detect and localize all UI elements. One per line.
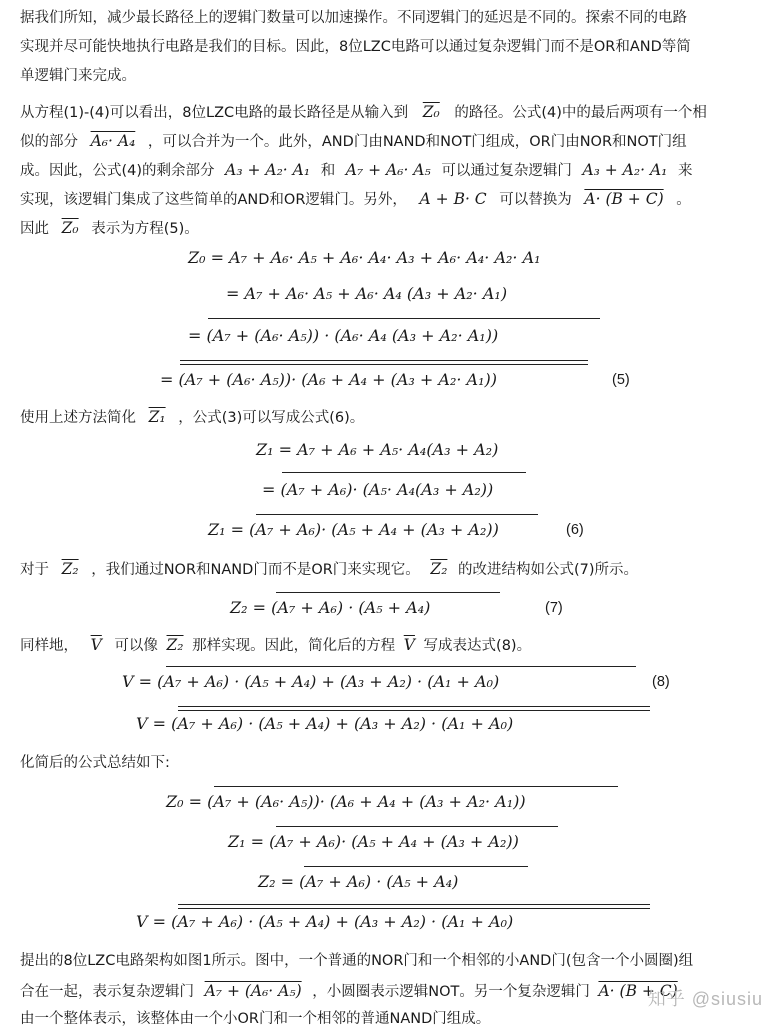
eq5-row3: = (A₇ + (A₆· A₅)) · (A₆· A₄ (A₃ + A₂· A₁)) — [188, 326, 499, 345]
eq6-row2: = (A₇ + A₆)· (A₅· A₄(A₃ + A₂)) — [262, 480, 494, 499]
p2-line3: 成。因此，公式(4)的剩余部分 A₃ + A₂· A₁ 和 A₇ + A₆· A₅ 可以通过复杂逻辑门 A₃ + A₂· A₁ 来 — [20, 161, 693, 179]
summary-row2-bar — [276, 826, 558, 827]
p2-line5: 因此 Z₀ 表示为方程(5)。 — [20, 219, 199, 237]
eq6-row2-bar — [282, 472, 526, 473]
eq7-number: (7) — [545, 600, 563, 616]
eq5-row4-bar — [180, 360, 588, 361]
math-a6a4-inline: A₆· A₄ — [90, 132, 136, 150]
math-inline-2: A₇ + A₆· A₅ — [345, 161, 431, 179]
summary-row1: Z₀ = (A₇ + (A₆· A₅))· (A₆ + A₄ + (A₃ + A₂· A₁)) — [166, 792, 526, 811]
p7-line2: 合在一起，表示复杂逻辑门 A₇ + (A₆· A₅) ，小圆圈表示逻辑NOT。另一个复杂逻辑门 A· (B + C) — [20, 982, 678, 1000]
p1-line3: 单逻辑门来完成。 — [20, 68, 136, 84]
math-z2-inline: Z₂ — [61, 560, 79, 578]
math-z0-inline: Z₀ — [422, 103, 440, 121]
summary-row4: V = (A₇ + A₆) · (A₅ + A₄) + (A₃ + A₂) · (A₁ + A₀) — [136, 912, 514, 931]
p1-line1: 据我们所知，减少最长路径上的逻辑门数量可以加速操作。不同逻辑门的延迟是不同的。探索不同的电路 — [20, 10, 687, 26]
summary-row2: Z₁ = (A₇ + A₆)· (A₅ + A₄ + (A₃ + A₂)) — [228, 832, 519, 851]
eq5-row3-bar — [208, 318, 600, 319]
summary-row4-bar — [178, 904, 650, 905]
summary-row3-bar — [304, 866, 528, 867]
p2-line4: 实现，该逻辑门集成了这些简单的AND和OR逻辑门。另外， A + B· C 可以替换为 A· (B + C) 。 — [20, 190, 691, 208]
p7-line1: 提出的8位LZC电路架构如图1所示。图中，一个普通的NOR门和一个相邻的小AND门(包含一个小圆圈)组 — [20, 953, 694, 969]
p5-line: 同样地， $\overline{V}$ 可以像 Z₂ 那样实现。因此，简化后的方程 $\overline{V}$ 写成表达式(8)。 — [20, 636, 532, 654]
p7-line3: 由一个整体表示，该整体由一个小OR门和一个相邻的普通NAND门组成。 — [20, 1011, 491, 1027]
eq6-row3: Z₁ = (A₇ + A₆)· (A₅ + A₄ + (A₃ + A₂)) — [208, 520, 499, 539]
eq5-row4-bar2 — [180, 364, 588, 365]
eq8-row2: V = (A₇ + A₆) · (A₅ + A₄) + (A₃ + A₂) · (A₁ + A₀) — [136, 714, 514, 733]
math-a-bc: A· (B + C) — [584, 190, 664, 208]
math-a-plus-bc: A + B· C — [419, 190, 487, 208]
math-complex-gate-2: A· (B + C) — [598, 982, 678, 1000]
eq5-row1: Z₀ = A₇ + A₆· A₅ + A₆· A₄· A₃ + A₆· A₄· A₂· A₁ — [188, 248, 541, 267]
math-v-inline-2: $\overline{V}$ — [403, 636, 415, 654]
eq6-number: (6) — [566, 522, 584, 538]
math-z1-inline: Z₁ — [148, 408, 166, 426]
eq8-row1: V = (A₇ + A₆) · (A₅ + A₄) + (A₃ + A₂) · (A₁ + A₀) — [122, 672, 500, 691]
summary-row1-bar — [214, 786, 618, 787]
eq7-bar — [276, 592, 500, 593]
math-inline-3: A₃ + A₂· A₁ — [582, 161, 668, 179]
eq5-row2: = A₇ + A₆· A₅ + A₆· A₄ (A₃ + A₂· A₁) — [226, 284, 508, 303]
p2-line2: 似的部分 A₆· A₄ ，可以合并为一个。此外，AND门由NAND和NOT门组成，OR门由NOR和NOT门组 — [20, 132, 687, 150]
math-z0-inline-2: Z₀ — [61, 219, 79, 237]
eq5-number: (5) — [612, 372, 630, 388]
p6-line: 化简后的公式总结如下: — [20, 755, 170, 771]
eq6-row1: Z₁ = A₇ + A₆ + A₅· A₄(A₃ + A₂) — [256, 440, 499, 459]
eq6-row3-bar — [256, 514, 538, 515]
math-z2-inline-2: Z₂ — [430, 560, 448, 578]
p2-line1: 从方程(1)-(4)可以看出，8位LZC电路的最长路径是从输入到 Z₀ 的路径。公式(4)中的最后两项有一个相 — [20, 103, 707, 121]
math-v-inline: $\overline{V}$ — [90, 636, 102, 654]
summary-row3: Z₂ = (A₇ + A₆) · (A₅ + A₄) — [258, 872, 459, 891]
eq8-row1-bar — [166, 666, 636, 667]
eq8-row2-bar — [178, 706, 650, 707]
p4-line: 对于 Z₂ ，我们通过NOR和NAND门而不是OR门来实现它。 Z₂ 的改进结构如公式(7)所示。 — [20, 560, 639, 578]
summary-row4-bar2 — [178, 908, 650, 909]
eq7-row1: Z₂ = (A₇ + A₆) · (A₅ + A₄) — [230, 598, 431, 617]
p1-line2: 实现并尽可能快地执行电路是我们的目标。因此，8位LZC电路可以通过复杂逻辑门而不是OR和AND等简 — [20, 39, 691, 55]
eq8-number: (8) — [652, 674, 670, 690]
eq5-row4: = (A₇ + (A₆· A₅))· (A₆ + A₄ + (A₃ + A₂· A₁)) — [160, 370, 498, 389]
math-z2-inline-3: Z₂ — [166, 636, 184, 654]
math-complex-gate-1: A₇ + (A₆· A₅) — [204, 982, 302, 1000]
math-inline-1: A₃ + A₂· A₁ — [225, 161, 311, 179]
eq8-row2-bar2 — [178, 710, 650, 711]
zhihu-watermark: 知乎 @siusiu — [647, 989, 763, 1009]
p3-line: 使用上述方法简化 Z₁ ，公式(3)可以写成公式(6)。 — [20, 408, 365, 426]
